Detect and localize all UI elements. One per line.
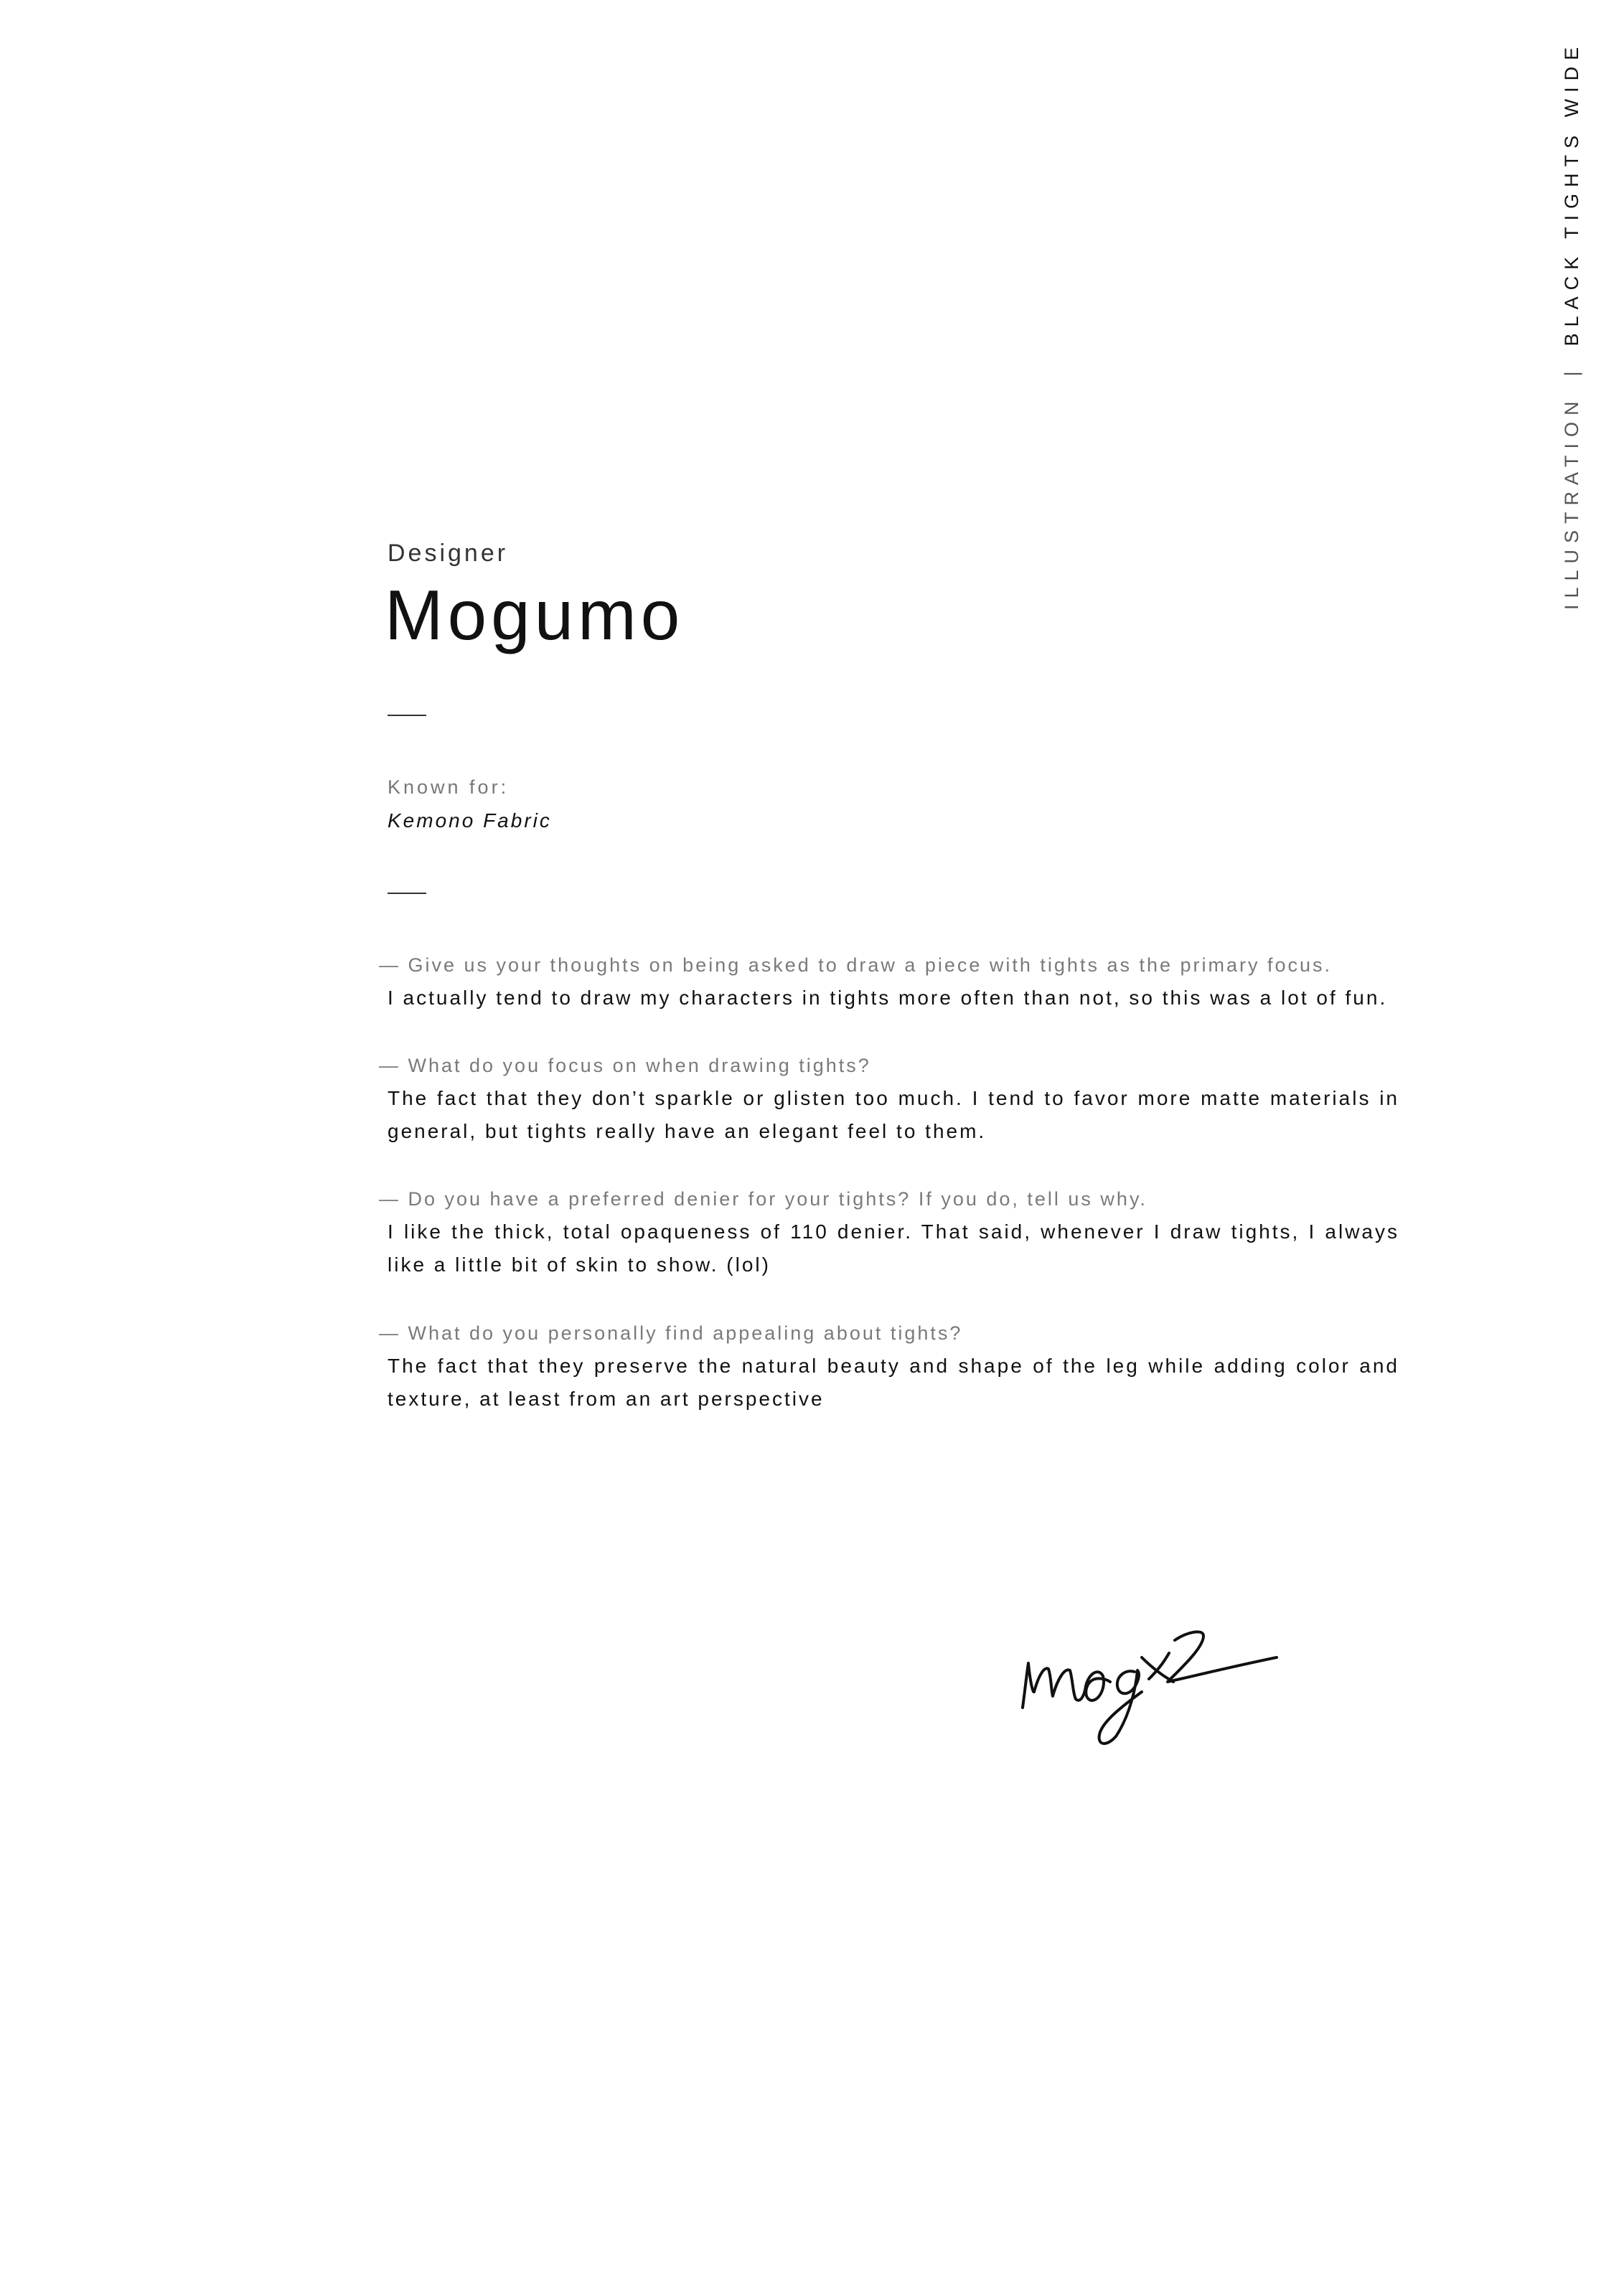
section-category: ILLUSTRATION xyxy=(1560,395,1582,610)
interview-item xyxy=(379,949,1412,1015)
divider xyxy=(388,893,426,894)
interview-question: — Give us your thoughts on being asked to draw a piece with tights as the primary focus. xyxy=(379,954,1333,976)
section-title: BLACK TIGHTS WIDE xyxy=(1560,40,1582,347)
interview-item xyxy=(379,1182,1412,1281)
interview-answer: The fact that they don’t sparkle or glisten too much. I tend to favor more matte materials in general, but tights really have an elegant feel to them. xyxy=(388,1087,1399,1142)
handwritten-signature xyxy=(1015,1607,1288,1751)
interview-answer: I like the thick, total opaqueness of 110 denier. That said, whenever I draw tights, I always like a little bit of skin to show. (lol) xyxy=(388,1220,1399,1276)
interview-answer: I actually tend to draw my characters in tights more often than not, so this was a lot of fun. xyxy=(388,987,1388,1009)
divider xyxy=(388,715,426,716)
profile-role: Designer xyxy=(388,540,509,567)
known-for-label: Known for: xyxy=(388,776,510,798)
interview-answer: The fact that they preserve the natural beauty and shape of the leg while adding color and texture, at least from an art perspective xyxy=(388,1355,1399,1410)
known-for-value: Kemono Fabric xyxy=(388,809,552,832)
vertical-section-label xyxy=(1550,40,1593,610)
interview-item xyxy=(379,1049,1412,1148)
profile-name: Mogumo xyxy=(385,575,685,654)
section-separator: | xyxy=(1560,364,1582,377)
interview-question: — What do you personally find appealing about tights? xyxy=(379,1322,963,1344)
interview-question: — What do you focus on when drawing tights? xyxy=(379,1055,871,1076)
interview-question: — Do you have a preferred denier for your tights? If you do, tell us why. xyxy=(379,1188,1147,1210)
interview-item xyxy=(379,1317,1412,1416)
